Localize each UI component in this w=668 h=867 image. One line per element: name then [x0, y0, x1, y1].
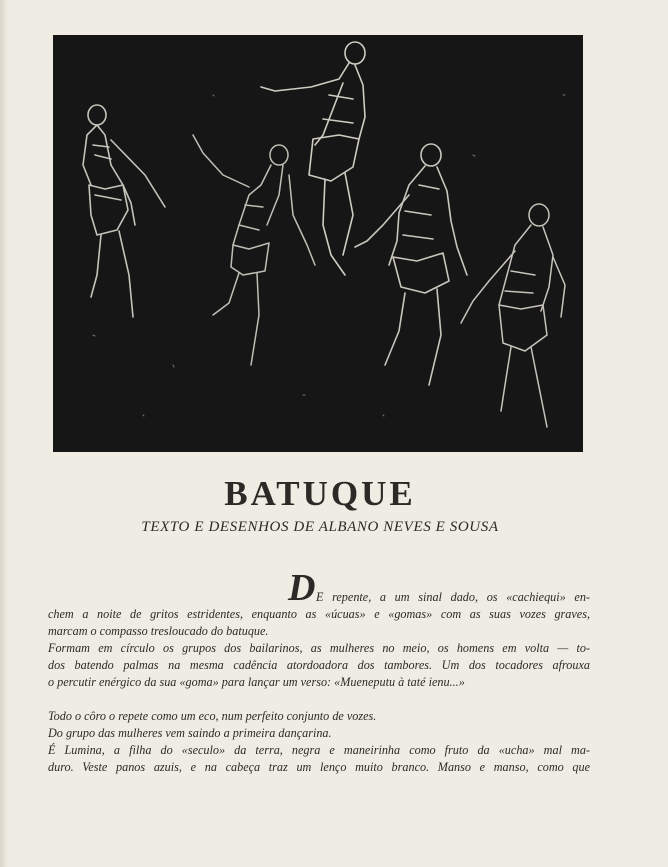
article-body: [48, 567, 590, 776]
body-line: marcam o compasso tresloucado do batuque.: [48, 624, 269, 638]
body-line: Formam em círculo os grupos dos bailarinos, as mulheres no meio, os homens em volta — to-: [48, 641, 590, 655]
drop-cap: D: [288, 567, 316, 609]
body-line: Todo o côro o repete como um eco, num perfeito conjunto de vozes.: [48, 709, 377, 723]
body-line: Do grupo das mulheres vem saindo a primeira dançarina.: [48, 726, 332, 740]
paragraph-gap: [48, 691, 590, 708]
dancers-illustration: [53, 35, 583, 452]
body-line: É Lumina, a filha do «seculo» da terra, negra e maneirinha como fruto da «ucha» mal ma-: [48, 743, 590, 757]
body-line: o percutir enérgico da sua «goma» para lançar um verso: «Mueneputu à taté ienu...»: [48, 675, 465, 689]
dancers-drawing-icon: [53, 35, 583, 452]
body-line: chem a noite de gritos estridentes, enquanto as «úcuas» e «gomas» com as suas vozes graves,: [48, 607, 590, 621]
body-line: duro. Veste panos azuis, e na cabeça traz um lenço muito branco. Manso e manso, como que: [48, 760, 590, 774]
dancer-figure-4: [355, 144, 467, 385]
dancer-figure-5: [461, 204, 565, 427]
dancer-figure-2: [193, 135, 315, 365]
dancer-figure-3: [261, 42, 365, 275]
first-paragraph-opening: [288, 567, 590, 609]
body-line: dos batendo palmas na mesma cadência atordoadora dos tambores. Um dos tocadores afrouxa: [48, 658, 590, 672]
article-subtitle: TEXTO E DESENHOS DE ALBANO NEVES E SOUSA: [141, 519, 499, 535]
page-edge: [0, 0, 8, 867]
chalk-specks: [93, 95, 565, 416]
first-line-text: E repente, a um sinal dado, os «cachiequi» en-: [316, 590, 590, 604]
dancer-figure-1: [83, 105, 165, 317]
article-title: BATUQUE: [224, 474, 416, 513]
